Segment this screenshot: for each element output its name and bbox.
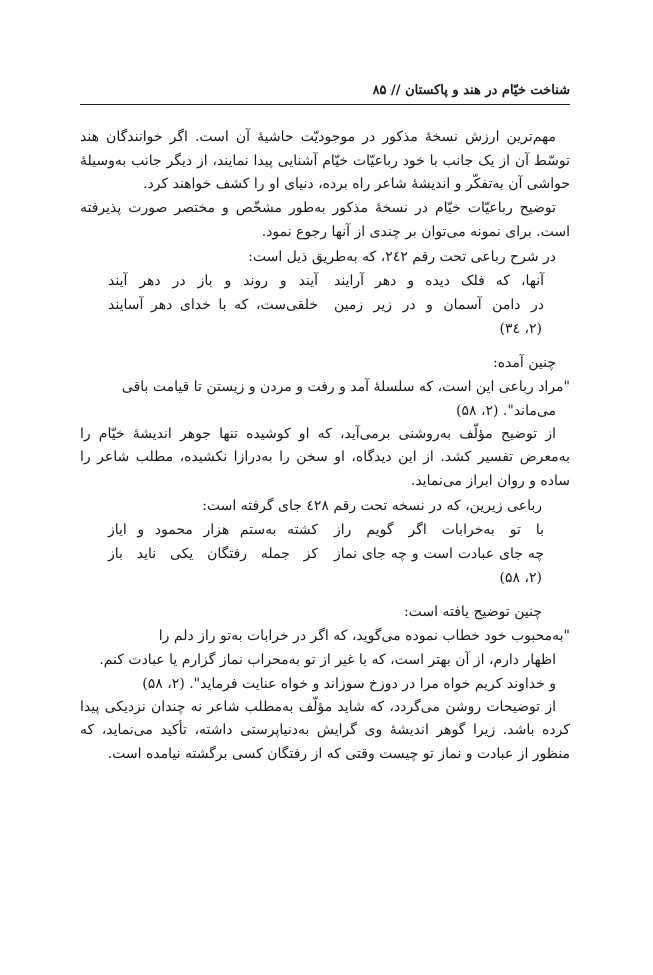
verse-2: [80, 518, 570, 590]
quote-2-line-2: اظهار دارم، از آن بهتر است، که با غیر از تو به‌محراب نماز گزارم یا عبادت کنم.: [99, 651, 556, 668]
verse-1-reference: (۲، ۳٤): [499, 320, 542, 337]
commentary-1-intro: چنین آمده:: [493, 354, 556, 371]
paragraph-1: مهم‌ترین ارزش نسخهٔ مذکور در موجودیّت حاشیهٔ آن است. اگر خوانندگان هند توسّط آن از یک جانب با خود رباعیّات خیّام آشنایی پیدا نمایند، از دیگر جانب به‌وسیلهٔ حواشی آن به‌تفکّر و اندیشهٔ شاعر راه برده، دنیای او را کشف خواهند کرد.: [80, 129, 570, 193]
verse-2-hemistich-2a: چه جای عبادت است و چه جای نماز: [334, 545, 544, 562]
running-header: [80, 82, 570, 105]
verse-2-line-1: [80, 518, 570, 542]
verse-2-intro: رباعی زیرین، که در نسخه تحت رقم ٤۲۸ جای گرفته است:: [202, 497, 542, 514]
page-body: [80, 126, 570, 767]
paragraph-8: از توضیحات روشن می‌گردد، که شاید مؤلّف به‌مطلب شاعر نه چندان نزدیکی پیدا کرده باشد. زیرا گوهر اندیشهٔ وی گرایش به‌دنیاپرستی داشته، تأکید می‌نماید، که منظور از عبادت و نماز تو چیست وقتی که از رفتگان کسی برگشته نیامده است.: [80, 698, 570, 763]
verse-2-hemistich-1b: کشته به‌ستم هزار محمود و ایاز: [108, 521, 318, 538]
verse-2-reference: (۲، ۵۸): [499, 569, 542, 586]
verse-1-hemistich-2b: خلقی‌ست، که با خدای دهر آسایند: [108, 296, 318, 313]
verse-1-line-2: [80, 293, 570, 317]
verse-1-intro: در شرح رباعی تحت رقم ۲٤۲، که به‌طریق ذیل است:: [248, 248, 556, 265]
paragraph-5: از توضیح مؤلّف به‌روشنی برمی‌آید، که او کوشیده تنها جوهر اندیشهٔ خیّام را به‌معرض تفسیر کشد. از این دیدگاه، او سخن را به‌درازا نکشیده، مطلب شاعر را ساده و روان ابراز می‌نماید.: [80, 425, 570, 489]
verse-2-line-2: [80, 542, 570, 566]
verse-1-hemistich-2a: در دامن آسمان و در زیر زمین: [334, 296, 544, 313]
quote-2-line-1: "به‌محبوب خود خطاب نموده می‌گوید، که اگر در خرابات به‌تو راز دلم را: [158, 627, 570, 644]
verse-1-line-1: [80, 269, 570, 293]
quote-1-line-1: "مراد رباعی این است، که سلسلهٔ آمد و رفت و مردن و زیستن تا قیامت باقی: [121, 378, 570, 395]
header-title: شناخت خیّام در هند و پاکستان // ۸۵: [372, 83, 570, 98]
verse-1: [80, 269, 570, 341]
quote-2-line-3: و خداوند کریم خواه مرا در دوزخ سوزاند و خواه عنایت فرماید". (۲، ۵۸): [142, 675, 556, 692]
verse-1-hemistich-1a: آنها، که فلک دیده و دهر آرایند: [334, 272, 544, 289]
verse-1-hemistich-1b: آیند و روند و باز در دهر آیند: [108, 272, 318, 289]
quote-1-line-2: می‌ماند". (۲، ۵۸): [456, 402, 556, 419]
verse-2-hemistich-1a: با تو به‌خرابات اگر گویم راز: [334, 521, 544, 538]
commentary-2-intro: چنین توضیح یافته است:: [403, 603, 542, 620]
paragraph-2: توضیح رباعیّات خیّام در نسخهٔ مذکور به‌طور مشخّص و مختصر صورت پذیرفته است. برای نمونه می‌توان بر چندی از آنها رجوع نمود.: [80, 200, 570, 240]
verse-2-hemistich-2b: کز جمله رفتگان یکی ناید باز: [108, 545, 318, 562]
